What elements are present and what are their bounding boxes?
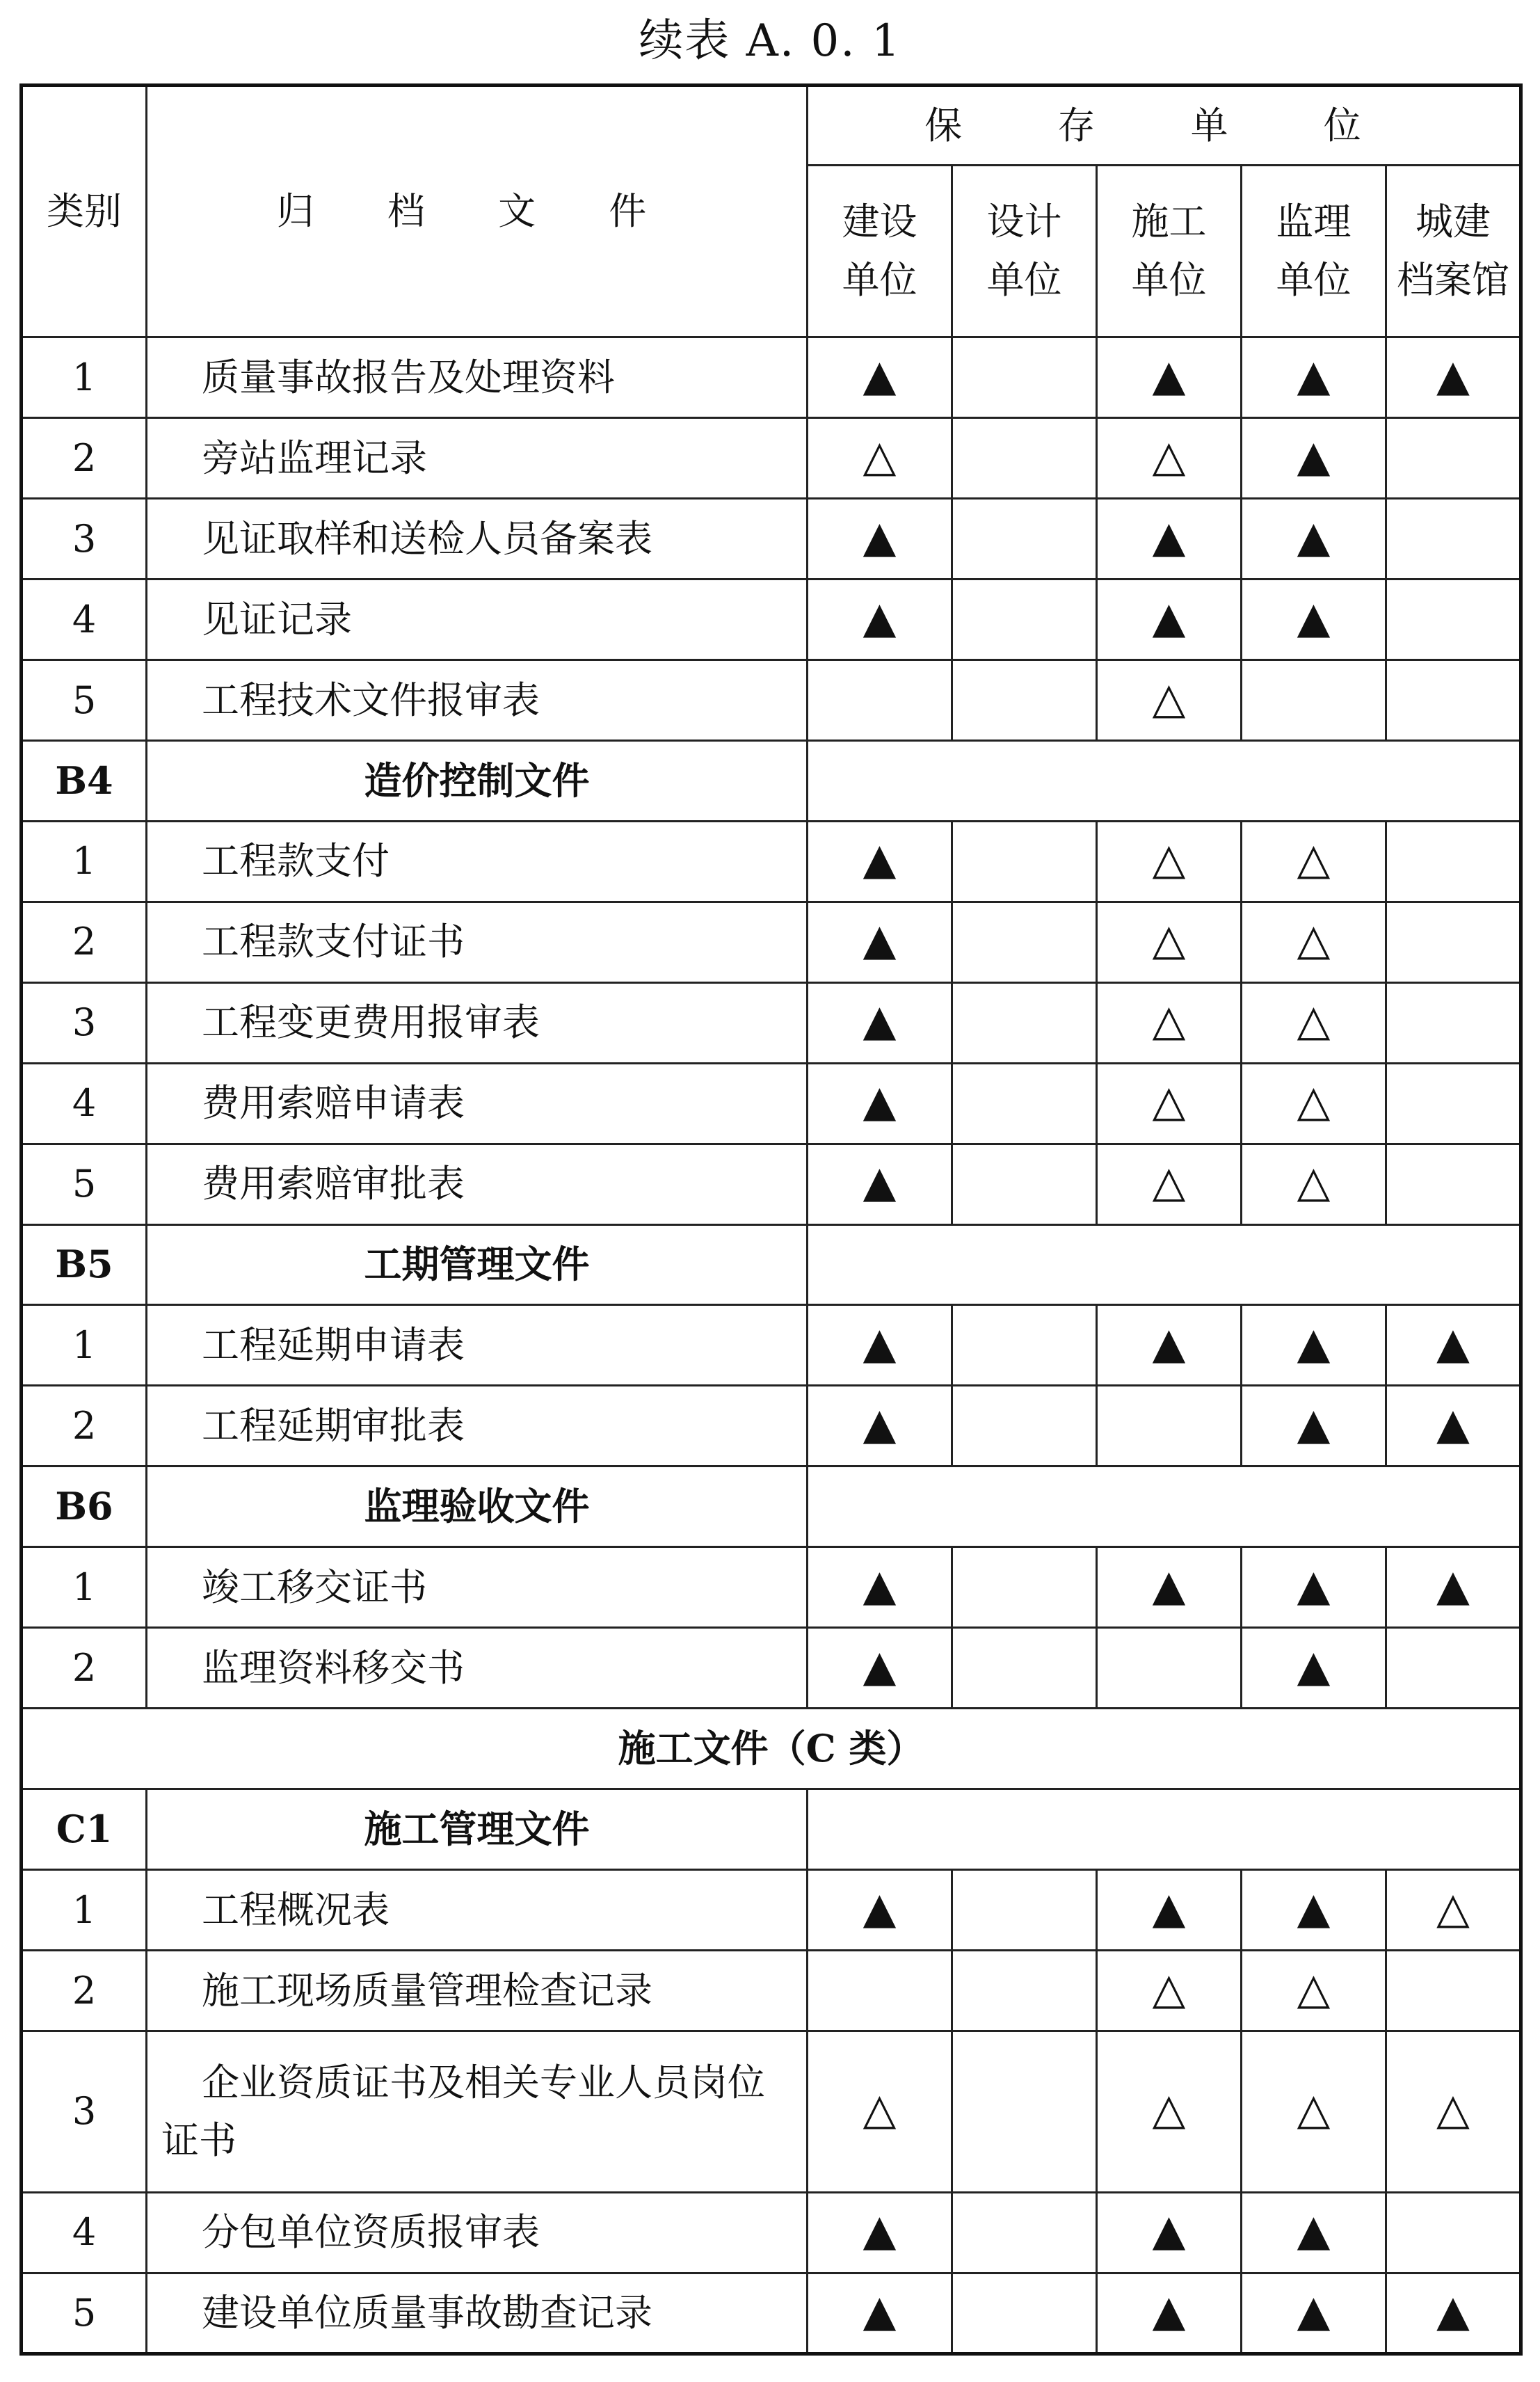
mark-cell-archives	[1386, 2192, 1521, 2273]
row-number: 2	[22, 1950, 147, 2031]
filled-triangle-icon: ▲	[1152, 2205, 1186, 2256]
filled-triangle-icon: ▲	[863, 1559, 897, 1610]
mark-cell-contractor	[1097, 1628, 1242, 1709]
mark-cell-design	[952, 418, 1097, 499]
filled-triangle-icon: ▲	[1297, 2205, 1331, 2256]
row-number: 1	[22, 1547, 147, 1628]
document-name: 旁站监理记录	[147, 418, 808, 499]
filled-triangle-icon: ▲	[1297, 1318, 1331, 1369]
open-triangle-icon: △	[863, 2084, 897, 2135]
open-triangle-icon: △	[1297, 1156, 1331, 1208]
filled-triangle-icon: ▲	[1297, 1559, 1331, 1610]
filled-triangle-icon: ▲	[1436, 1318, 1470, 1369]
header-unit-contractor: 施工 单位	[1097, 165, 1242, 337]
mark-cell-contractor	[1097, 982, 1242, 1063]
mark-cell-owner	[808, 499, 952, 579]
row-number: 5	[22, 660, 147, 740]
filled-triangle-icon: ▲	[863, 349, 897, 401]
mark-cell-owner	[808, 660, 952, 740]
section-code: B5	[22, 1224, 147, 1305]
mark-cell-design	[952, 1547, 1097, 1628]
mark-cell-design	[952, 1386, 1097, 1466]
row-number: 1	[22, 1870, 147, 1951]
mark-cell-design	[952, 2192, 1097, 2273]
mark-cell-design	[952, 1870, 1097, 1951]
table-row	[22, 418, 1521, 499]
row-number: 2	[22, 902, 147, 982]
open-triangle-icon: △	[1152, 833, 1186, 885]
row-number: 3	[22, 499, 147, 579]
section-row	[22, 1224, 1521, 1305]
filled-triangle-icon: ▲	[1297, 511, 1331, 562]
mark-cell-design	[952, 660, 1097, 740]
table-row	[22, 1305, 1521, 1386]
section-title: 监理验收文件	[147, 1466, 808, 1547]
open-triangle-icon: △	[1297, 914, 1331, 966]
document-name: 见证取样和送检人员备案表	[147, 499, 808, 579]
filled-triangle-icon: ▲	[863, 511, 897, 562]
mark-cell-archives	[1386, 1547, 1521, 1628]
mark-cell-contractor	[1097, 1950, 1242, 2031]
row-number: 1	[22, 337, 147, 418]
mark-cell-archives	[1386, 2273, 1521, 2353]
mark-cell-archives	[1386, 1628, 1521, 1709]
mark-cell-archives	[1386, 1386, 1521, 1466]
document-name: 施工现场质量管理检查记录	[147, 1950, 808, 2031]
filled-triangle-icon: ▲	[1152, 349, 1186, 401]
document-name: 费用索赔审批表	[147, 1144, 808, 1224]
mark-cell-supervision	[1242, 1870, 1386, 1951]
mark-cell-contractor	[1097, 2273, 1242, 2353]
table-row	[22, 1628, 1521, 1709]
document-name: 工程款支付	[147, 821, 808, 902]
mark-cell-supervision	[1242, 418, 1386, 499]
section-blank	[808, 1224, 1521, 1305]
mark-cell-owner	[808, 1870, 952, 1951]
mark-cell-supervision	[1242, 2192, 1386, 2273]
mark-cell-contractor	[1097, 2031, 1242, 2192]
table-row	[22, 660, 1521, 740]
mark-cell-design	[952, 1305, 1097, 1386]
mark-cell-contractor	[1097, 579, 1242, 660]
open-triangle-icon: △	[863, 430, 897, 481]
group-title: 施工文件（C 类）	[22, 1709, 1521, 1789]
mark-cell-contractor	[1097, 1144, 1242, 1224]
mark-cell-owner	[808, 902, 952, 982]
mark-cell-owner	[808, 821, 952, 902]
mark-cell-design	[952, 2031, 1097, 2192]
document-name: 工程延期申请表	[147, 1305, 808, 1386]
filled-triangle-icon: ▲	[1436, 1398, 1470, 1450]
mark-cell-supervision	[1242, 1144, 1386, 1224]
mark-cell-archives	[1386, 2031, 1521, 2192]
row-number: 3	[22, 982, 147, 1063]
mark-cell-owner	[808, 418, 952, 499]
mark-cell-archives	[1386, 579, 1521, 660]
document-name: 见证记录	[147, 579, 808, 660]
document-name: 分包单位资质报审表	[147, 2192, 808, 2273]
mark-cell-archives	[1386, 902, 1521, 982]
open-triangle-icon: △	[1152, 914, 1186, 966]
document-name: 工程款支付证书	[147, 902, 808, 982]
mark-cell-supervision	[1242, 982, 1386, 1063]
mark-cell-owner	[808, 1628, 952, 1709]
mark-cell-supervision	[1242, 1386, 1386, 1466]
mark-cell-owner	[808, 1547, 952, 1628]
section-title: 施工管理文件	[147, 1789, 808, 1870]
document-name: 监理资料移交书	[147, 1628, 808, 1709]
row-number: 4	[22, 2192, 147, 2273]
mark-cell-owner	[808, 2273, 952, 2353]
mark-cell-design	[952, 579, 1097, 660]
mark-cell-design	[952, 1144, 1097, 1224]
mark-cell-archives	[1386, 1950, 1521, 2031]
table-row	[22, 1547, 1521, 1628]
mark-cell-contractor	[1097, 1386, 1242, 1466]
mark-cell-contractor	[1097, 2192, 1242, 2273]
mark-cell-contractor	[1097, 1547, 1242, 1628]
filled-triangle-icon: ▲	[863, 1156, 897, 1208]
mark-cell-design	[952, 2273, 1097, 2353]
filled-triangle-icon: ▲	[863, 914, 897, 966]
mark-cell-archives	[1386, 982, 1521, 1063]
filled-triangle-icon: ▲	[1152, 2285, 1186, 2337]
filled-triangle-icon: ▲	[1297, 1640, 1331, 1691]
mark-cell-owner	[808, 1063, 952, 1144]
mark-cell-design	[952, 337, 1097, 418]
mark-cell-owner	[808, 2031, 952, 2192]
open-triangle-icon: △	[1152, 1156, 1186, 1208]
table-row	[22, 1870, 1521, 1951]
open-triangle-icon: △	[1152, 672, 1186, 724]
mark-cell-archives	[1386, 1870, 1521, 1951]
filled-triangle-icon: ▲	[1297, 2285, 1331, 2337]
table-row	[22, 902, 1521, 982]
open-triangle-icon: △	[1436, 1882, 1470, 1933]
row-number: 4	[22, 579, 147, 660]
document-name: 竣工移交证书	[147, 1547, 808, 1628]
section-row	[22, 1466, 1521, 1547]
mark-cell-archives	[1386, 499, 1521, 579]
archive-table	[19, 83, 1523, 2356]
header-document: 归 档 文 件	[147, 86, 808, 337]
row-number: 2	[22, 1628, 147, 1709]
mark-cell-design	[952, 821, 1097, 902]
mark-cell-owner	[808, 337, 952, 418]
open-triangle-icon: △	[1297, 1076, 1331, 1127]
filled-triangle-icon: ▲	[1297, 430, 1331, 481]
document-name: 费用索赔申请表	[147, 1063, 808, 1144]
table-row	[22, 579, 1521, 660]
section-code: B6	[22, 1466, 147, 1547]
section-blank	[808, 1789, 1521, 1870]
mark-cell-archives	[1386, 337, 1521, 418]
mark-cell-owner	[808, 2192, 952, 2273]
row-number: 1	[22, 1305, 147, 1386]
open-triangle-icon: △	[1297, 995, 1331, 1046]
mark-cell-owner	[808, 1144, 952, 1224]
filled-triangle-icon: ▲	[1297, 1882, 1331, 1933]
filled-triangle-icon: ▲	[863, 833, 897, 885]
mark-cell-supervision	[1242, 1628, 1386, 1709]
table-row	[22, 2273, 1521, 2353]
table-row	[22, 1063, 1521, 1144]
open-triangle-icon: △	[1297, 2084, 1331, 2135]
filled-triangle-icon: ▲	[1297, 349, 1331, 401]
table-row	[22, 337, 1521, 418]
mark-cell-contractor	[1097, 902, 1242, 982]
row-number: 2	[22, 1386, 147, 1466]
mark-cell-supervision	[1242, 337, 1386, 418]
mark-cell-supervision	[1242, 902, 1386, 982]
open-triangle-icon: △	[1152, 430, 1186, 481]
filled-triangle-icon: ▲	[1436, 349, 1470, 401]
mark-cell-design	[952, 982, 1097, 1063]
header-unit-construction-owner: 建设 单位	[808, 165, 952, 337]
row-number: 1	[22, 821, 147, 902]
section-title: 造价控制文件	[147, 740, 808, 821]
open-triangle-icon: △	[1152, 995, 1186, 1046]
filled-triangle-icon: ▲	[1436, 1559, 1470, 1610]
filled-triangle-icon: ▲	[863, 1398, 897, 1450]
filled-triangle-icon: ▲	[1152, 1559, 1186, 1610]
mark-cell-archives	[1386, 1063, 1521, 1144]
mark-cell-owner	[808, 1950, 952, 2031]
filled-triangle-icon: ▲	[1152, 1882, 1186, 1933]
table-row	[22, 2031, 1521, 2192]
document-name: 工程变更费用报审表	[147, 982, 808, 1063]
filled-triangle-icon: ▲	[1152, 1318, 1186, 1369]
mark-cell-owner	[808, 1386, 952, 1466]
mark-cell-archives	[1386, 660, 1521, 740]
mark-cell-contractor	[1097, 660, 1242, 740]
mark-cell-supervision	[1242, 1547, 1386, 1628]
table-row	[22, 982, 1521, 1063]
header-unit-archives: 城建 档案馆	[1386, 165, 1521, 337]
mark-cell-contractor	[1097, 337, 1242, 418]
table-row	[22, 499, 1521, 579]
mark-cell-archives	[1386, 418, 1521, 499]
mark-cell-supervision	[1242, 1950, 1386, 2031]
filled-triangle-icon: ▲	[1297, 1398, 1331, 1450]
table-row	[22, 2192, 1521, 2273]
document-name: 工程延期审批表	[147, 1386, 808, 1466]
filled-triangle-icon: ▲	[1297, 591, 1331, 643]
open-triangle-icon: △	[1152, 2084, 1186, 2135]
document-name: 企业资质证书及相关专业人员岗位证书	[147, 2031, 808, 2192]
header-storage: 保 存 单 位	[808, 86, 1521, 166]
row-number: 4	[22, 1063, 147, 1144]
mark-cell-archives	[1386, 821, 1521, 902]
filled-triangle-icon: ▲	[863, 1318, 897, 1369]
mark-cell-design	[952, 1063, 1097, 1144]
row-number: 3	[22, 2031, 147, 2192]
filled-triangle-icon: ▲	[863, 1882, 897, 1933]
mark-cell-supervision	[1242, 579, 1386, 660]
header-category: 类别	[22, 86, 147, 337]
row-number: 5	[22, 1144, 147, 1224]
mark-cell-contractor	[1097, 499, 1242, 579]
mark-cell-supervision	[1242, 2031, 1386, 2192]
table-row	[22, 821, 1521, 902]
mark-cell-contractor	[1097, 821, 1242, 902]
mark-cell-supervision	[1242, 1063, 1386, 1144]
section-blank	[808, 740, 1521, 821]
mark-cell-design	[952, 499, 1097, 579]
mark-cell-archives	[1386, 1144, 1521, 1224]
table-row	[22, 1144, 1521, 1224]
open-triangle-icon: △	[1436, 2084, 1470, 2135]
filled-triangle-icon: ▲	[863, 2205, 897, 2256]
mark-cell-contractor	[1097, 1305, 1242, 1386]
mark-cell-archives	[1386, 1305, 1521, 1386]
mark-cell-supervision	[1242, 660, 1386, 740]
mark-cell-owner	[808, 1305, 952, 1386]
filled-triangle-icon: ▲	[863, 1640, 897, 1691]
filled-triangle-icon: ▲	[863, 995, 897, 1046]
mark-cell-supervision	[1242, 2273, 1386, 2353]
document-name: 质量事故报告及处理资料	[147, 337, 808, 418]
table-caption: 续表 A. 0. 1	[639, 15, 901, 67]
open-triangle-icon: △	[1297, 833, 1331, 885]
document-name: 建设单位质量事故勘查记录	[147, 2273, 808, 2353]
mark-cell-owner	[808, 982, 952, 1063]
filled-triangle-icon: ▲	[1152, 511, 1186, 562]
table-row	[22, 1386, 1521, 1466]
open-triangle-icon: △	[1297, 1963, 1331, 2014]
open-triangle-icon: △	[1152, 1963, 1186, 2014]
mark-cell-owner	[808, 579, 952, 660]
mark-cell-supervision	[1242, 1305, 1386, 1386]
header-row-1	[22, 86, 1521, 166]
header-unit-design: 设计 单位	[952, 165, 1097, 337]
section-row	[22, 740, 1521, 821]
section-title: 工期管理文件	[147, 1224, 808, 1305]
section-code: C1	[22, 1789, 147, 1870]
mark-cell-supervision	[1242, 821, 1386, 902]
header-unit-supervision: 监理 单位	[1242, 165, 1386, 337]
mark-cell-contractor	[1097, 418, 1242, 499]
mark-cell-contractor	[1097, 1063, 1242, 1144]
filled-triangle-icon: ▲	[863, 1076, 897, 1127]
document-name: 工程技术文件报审表	[147, 660, 808, 740]
filled-triangle-icon: ▲	[863, 2285, 897, 2337]
mark-cell-design	[952, 902, 1097, 982]
filled-triangle-icon: ▲	[1152, 591, 1186, 643]
mark-cell-contractor	[1097, 1870, 1242, 1951]
group-row	[22, 1709, 1521, 1789]
mark-cell-design	[952, 1628, 1097, 1709]
section-blank	[808, 1466, 1521, 1547]
section-code: B4	[22, 740, 147, 821]
row-number: 5	[22, 2273, 147, 2353]
document-name: 工程概况表	[147, 1870, 808, 1951]
mark-cell-supervision	[1242, 499, 1386, 579]
row-number: 2	[22, 418, 147, 499]
table-row	[22, 1950, 1521, 2031]
filled-triangle-icon: ▲	[863, 591, 897, 643]
mark-cell-design	[952, 1950, 1097, 2031]
section-row	[22, 1789, 1521, 1870]
filled-triangle-icon: ▲	[1436, 2285, 1470, 2337]
open-triangle-icon: △	[1152, 1076, 1186, 1127]
